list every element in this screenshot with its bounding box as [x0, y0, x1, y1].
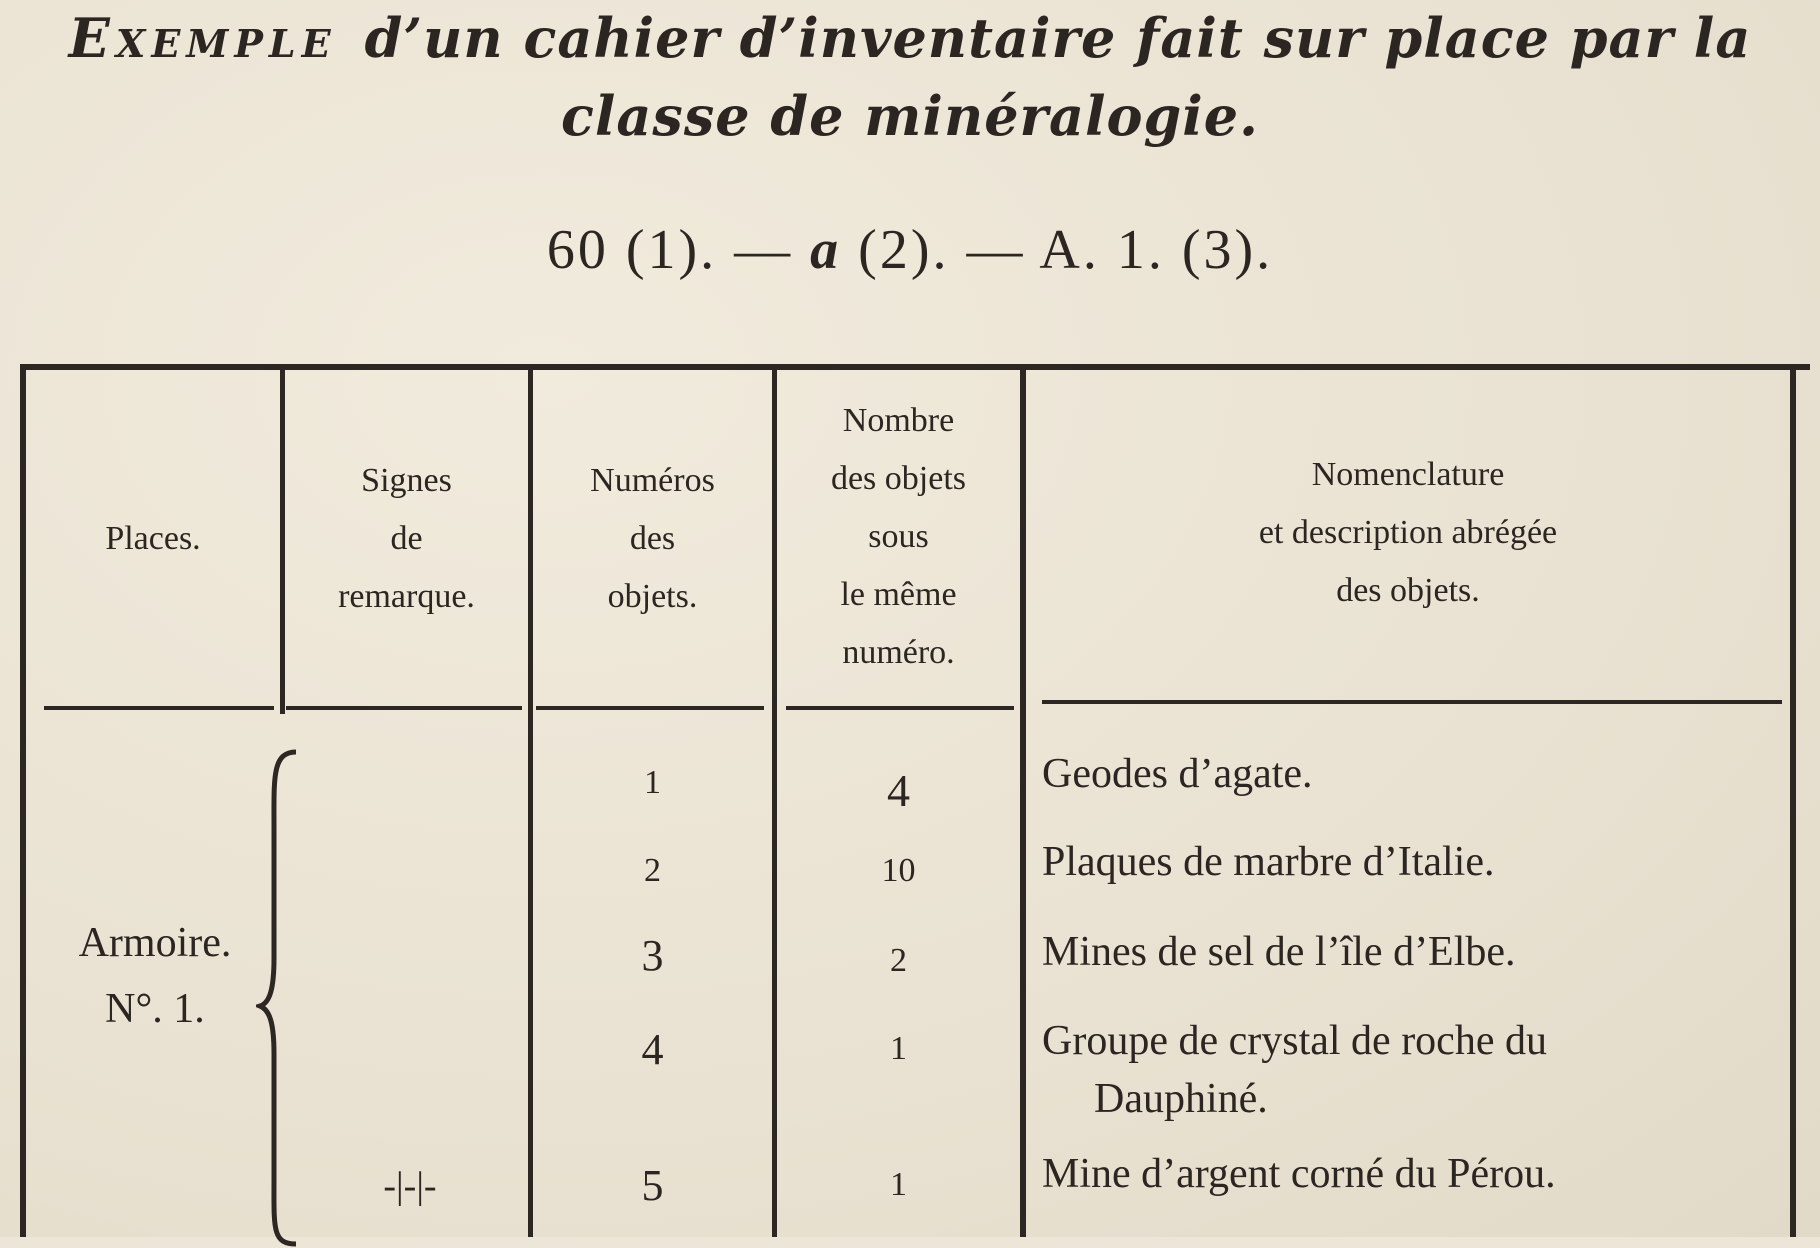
header-nombre-line-2: des objets: [830, 460, 967, 497]
row-1-numero: 1: [644, 764, 661, 801]
row-4-description-line-2: Dauphiné.: [1094, 1076, 1268, 1122]
row-5-numero: 5: [641, 1161, 664, 1210]
row-2-description: Plaques de marbre d’Italie.: [1042, 839, 1495, 885]
header-numeros-line-2: des: [629, 520, 676, 557]
row-3-nombre: 2: [890, 942, 907, 979]
header-nomenclature-line-3: des objets.: [1336, 572, 1480, 609]
header-nomenclature-line-2: et description abrégée: [1258, 514, 1558, 551]
reference-part-2: (2). — A. 1. (3).: [858, 219, 1274, 281]
row-5-nombre: 1: [890, 1166, 907, 1203]
row-2-nombre: 10: [881, 852, 916, 889]
table-right-border: [1790, 364, 1796, 1237]
header-signes-line-3: remarque.: [338, 578, 475, 615]
title-line-2: classe de minéralogie.: [561, 84, 1259, 148]
table-top-border: [20, 364, 1810, 370]
place-label: [40, 910, 270, 1042]
row-2-numero: 2: [644, 852, 661, 889]
header-nombre-line-1: Nombre: [842, 402, 955, 439]
title-rest: d’un cahier d’inventaire fait sur place par la: [364, 6, 1752, 70]
header-places: [26, 510, 280, 568]
header-nombre-line-4: le même: [840, 576, 957, 613]
title-lead: Exemple: [68, 6, 337, 70]
header-signes-line-1: Signes: [361, 462, 452, 499]
row-3-numero: 3: [641, 931, 664, 980]
header-underline-4: [786, 706, 1014, 710]
header-signes-line-2: de: [390, 520, 423, 557]
header-underline-5: [1042, 700, 1782, 704]
table-left-border: [20, 364, 26, 1237]
reference-italic: a: [810, 219, 842, 281]
row-3-description: Mines de sel de l’île d’Elbe.: [1042, 929, 1516, 975]
header-nomenclature: [1026, 446, 1790, 620]
row-1-description: Geodes d’agate.: [1042, 751, 1313, 797]
reference-part-1: 60 (1). —: [546, 219, 794, 281]
header-numeros: [533, 452, 772, 626]
row-4-nombre: 1: [890, 1030, 907, 1067]
header-nombre-line-3: sous: [868, 518, 929, 555]
row-4-numero: 4: [641, 1025, 664, 1074]
remark-sign: -|-|-: [383, 1165, 437, 1207]
header-signes: [285, 452, 528, 626]
curly-brace-icon: [256, 748, 304, 1248]
row-4-description: [1042, 1012, 1782, 1128]
place-label-line-1: Armoire.: [78, 920, 232, 966]
header-numeros-line-1: Numéros: [590, 462, 715, 499]
row-5-description: Mine d’argent corné du Pérou.: [1042, 1151, 1556, 1197]
header-numeros-line-3: objets.: [607, 578, 698, 615]
header-nomenclature-line-1: Nomenclature: [1311, 456, 1505, 493]
header-nombre: [777, 392, 1020, 682]
header-places-text: Places.: [105, 520, 201, 557]
row-1-nombre: 4: [887, 765, 910, 816]
row-4-description-line-1: Groupe de crystal de roche du: [1042, 1018, 1547, 1064]
header-underline-2: [286, 706, 522, 710]
header-nombre-line-5: numéro.: [842, 634, 955, 671]
header-underline-1: [44, 706, 274, 710]
header-underline-3: [536, 706, 764, 710]
place-label-line-2: N°. 1.: [105, 986, 205, 1032]
